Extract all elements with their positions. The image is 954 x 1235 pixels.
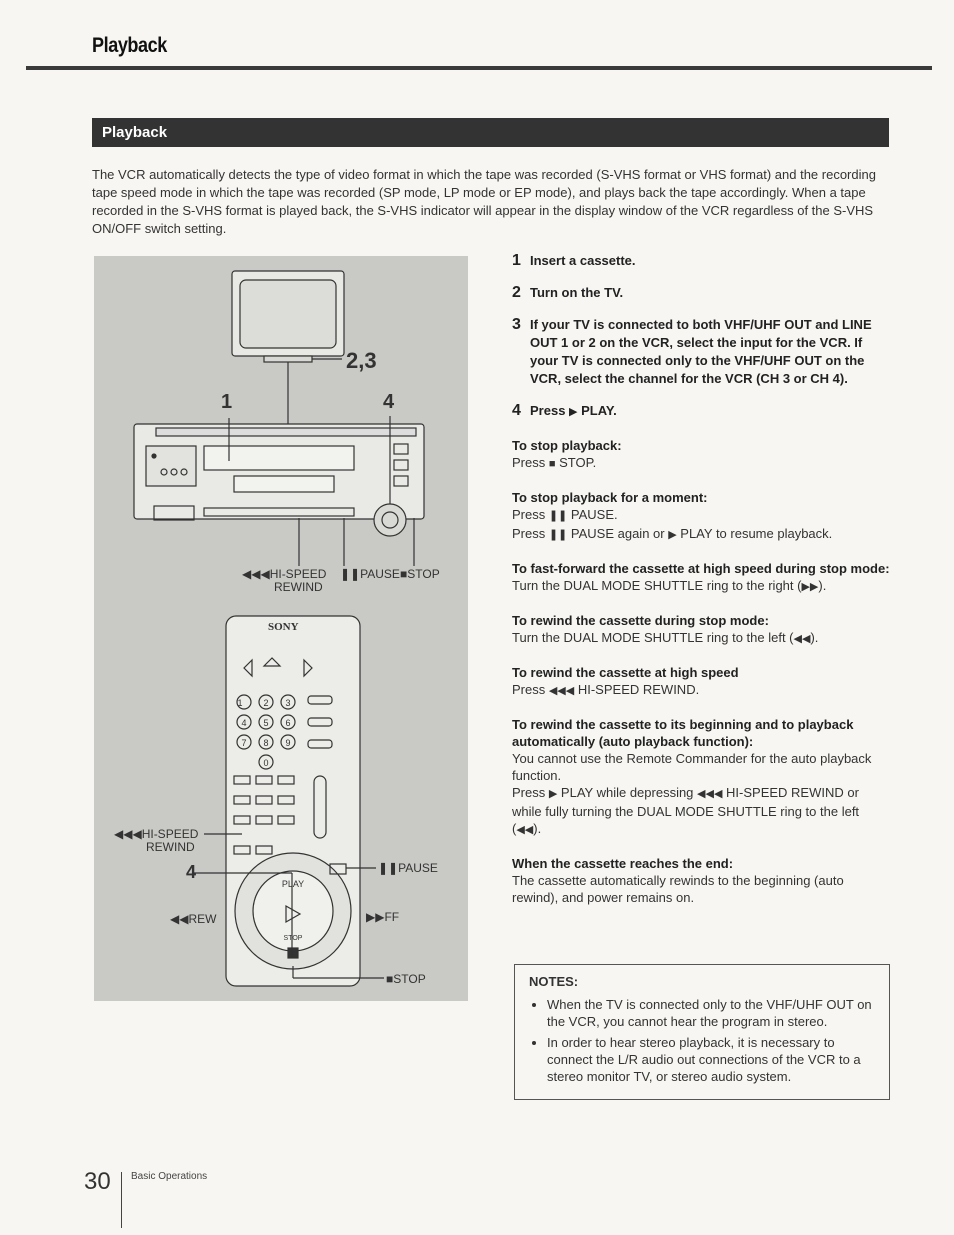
header-rule (26, 66, 932, 70)
play-icon: ▶ (668, 529, 677, 541)
tip-text: Press ■ STOP. (512, 455, 597, 470)
cassette-slot (204, 446, 354, 470)
label-pause-remote: ❚❚PAUSE (378, 861, 438, 875)
tip-title: To stop playback: (512, 438, 622, 453)
key-5: 5 (263, 718, 269, 728)
stop-icon: ■ (548, 458, 556, 470)
shuttle-ring (374, 504, 406, 536)
key-7: 7 (241, 738, 247, 748)
tip-text: Turn the DUAL MODE SHUTTLE ring to the left (◀◀). (512, 630, 819, 645)
key-2: 2 (263, 698, 269, 708)
key-0: 0 (263, 758, 269, 768)
label-play-dial: PLAY (281, 879, 305, 889)
intro-paragraph: The VCR automatically detects the type of video format in which the tape was recorded (S-VHS format or VHS format) and the recording tape speed mode in which the tape was recorded (SP mode, LP mode or EP mode), and plays back the tape accordingly. When a tape recorded in the S-VHS format is played back, the S-VHS indicator will appear in the display window of the VCR regardless of the S-VHS ON/OFF switch setting. (92, 167, 876, 236)
procedure-column (512, 252, 890, 906)
tip-pause (512, 489, 890, 544)
section-title-bar (92, 118, 889, 147)
tv-screen (240, 280, 336, 348)
tip-tape-end (512, 855, 890, 906)
play-icon: ▶ (548, 788, 558, 800)
tip-title: To rewind the cassette to its beginning and to playback automatically (auto playback function): (512, 717, 854, 749)
tip-fast-forward (512, 560, 890, 596)
tip-text: Press ❚❚ PAUSE again or ▶ PLAY to resume playback. (512, 526, 833, 541)
pause-icon: ❚❚ (548, 510, 568, 522)
tip-title: To stop playback for a moment: (512, 490, 708, 505)
label-rewind-vcr: REWIND (274, 580, 323, 594)
display-window (234, 476, 334, 492)
playback-illustration (94, 256, 468, 1001)
step-text: Turn on the TV. (530, 285, 624, 300)
notes-box (514, 964, 890, 1100)
step-number: 1 (512, 252, 521, 269)
footer-section: Basic Operations (131, 1171, 208, 1182)
footer-rule (121, 1172, 122, 1228)
callout-4-vcr: 4 (383, 391, 395, 413)
tip-title: To rewind the cassette at high speed (512, 665, 739, 680)
step-text: If your TV is connected to both VHF/UHF OUT and LINE OUT 1 or 2 on the VCR, select the input for the VCR. If your TV is connected only to the VHF/UHF OUT on the VCR, select the channel for the VCR (CH 3 or CH 4). (530, 317, 872, 386)
rew-icon: ◀◀ (793, 633, 811, 645)
callout-2-3: 2,3 (346, 348, 377, 373)
rew-icon: ◀◀ (516, 824, 534, 836)
note-item: • When the TV is connected only to the VHF/UHF OUT on the VCR, you cannot hear the program in stereo. (547, 996, 875, 1030)
running-header: Playback (92, 34, 167, 57)
ff-icon: ▶▶ (801, 581, 819, 593)
hispeed-icon: ◀◀◀ (548, 685, 575, 697)
step-1 (512, 252, 890, 270)
label-stop-vcr: ■STOP (400, 567, 440, 581)
label-stop-dial: STOP (283, 935, 303, 942)
hispeed-icon: ◀◀◀ (697, 788, 723, 800)
key-6: 6 (285, 718, 291, 728)
label-stop-remote: ■STOP (386, 972, 426, 986)
label-ff-remote: ▶▶FF (366, 910, 400, 924)
tip-text: The cassette automatically rewinds to the beginning (auto rewind), and power remains on. (512, 873, 844, 905)
tip-stop-playback (512, 437, 890, 473)
tip-title: When the cassette reaches the end: (512, 856, 734, 871)
vcr-remote-diagram (94, 256, 468, 1001)
callout-1: 1 (221, 391, 233, 413)
page-number: 30 (84, 1168, 111, 1195)
stop-icon: ■ (400, 567, 408, 581)
step-2 (512, 284, 890, 302)
notes-list (529, 996, 875, 1085)
pause-icon: ❚❚ (340, 567, 361, 581)
key-9: 9 (285, 738, 291, 748)
tip-text: You cannot use the Remote Commander for the auto playback function. (512, 751, 872, 783)
step-text: Press ▶ PLAY. (530, 403, 617, 418)
notes-title: NOTES: (529, 974, 579, 989)
label-rewind-remote: REWIND (146, 840, 195, 854)
tip-text: Turn the DUAL MODE SHUTTLE ring to the right (▶▶). (512, 578, 827, 593)
label-rew-remote: ◀◀REW (170, 912, 217, 926)
step-3 (512, 316, 890, 388)
hispeed-icon: ◀◀◀ (242, 567, 270, 581)
step-number: 3 (512, 316, 521, 333)
tip-rewind (512, 612, 890, 648)
label-hispeed-vcr: ◀◀◀HI-SPEED (242, 567, 327, 581)
tip-text: Press ◀◀◀ HI-SPEED REWIND. (512, 682, 700, 697)
section-title: Playback (102, 124, 168, 141)
pause-icon: ❚❚ (548, 529, 568, 541)
tip-text: Press ▶ PLAY while depressing ◀◀◀ HI-SPEED REWIND or while fully turning the DUAL MODE SHUTTLE ring to the left (◀◀). (512, 785, 860, 836)
label-pause-vcr: ❚❚PAUSE (340, 567, 400, 581)
tip-title: To fast-forward the cassette at high speed during stop mode: (512, 561, 890, 576)
callout-4-remote: 4 (186, 862, 197, 882)
tip-high-speed-rewind (512, 664, 890, 700)
key-8: 8 (263, 738, 269, 748)
step-text: Insert a cassette. (530, 253, 636, 268)
tip-title: To rewind the cassette during stop mode: (512, 613, 769, 628)
step-4 (512, 402, 890, 421)
step-number: 2 (512, 284, 521, 301)
key-4: 4 (241, 718, 247, 728)
label-hispeed-remote: ◀◀◀HI-SPEED (114, 827, 199, 841)
tip-text: Press ❚❚ PAUSE. (512, 507, 618, 522)
step-number: 4 (512, 402, 521, 419)
remote-brand: SONY (268, 621, 299, 633)
key-3: 3 (285, 698, 291, 708)
tip-auto-playback (512, 716, 890, 839)
key-1: 1 (237, 698, 243, 708)
note-item: • In order to hear stereo playback, it is necessary to connect the L/R audio out connections of the VCR to a stereo monitor TV, or stereo audio system. (547, 1034, 875, 1085)
play-icon: ▶ (569, 406, 578, 418)
